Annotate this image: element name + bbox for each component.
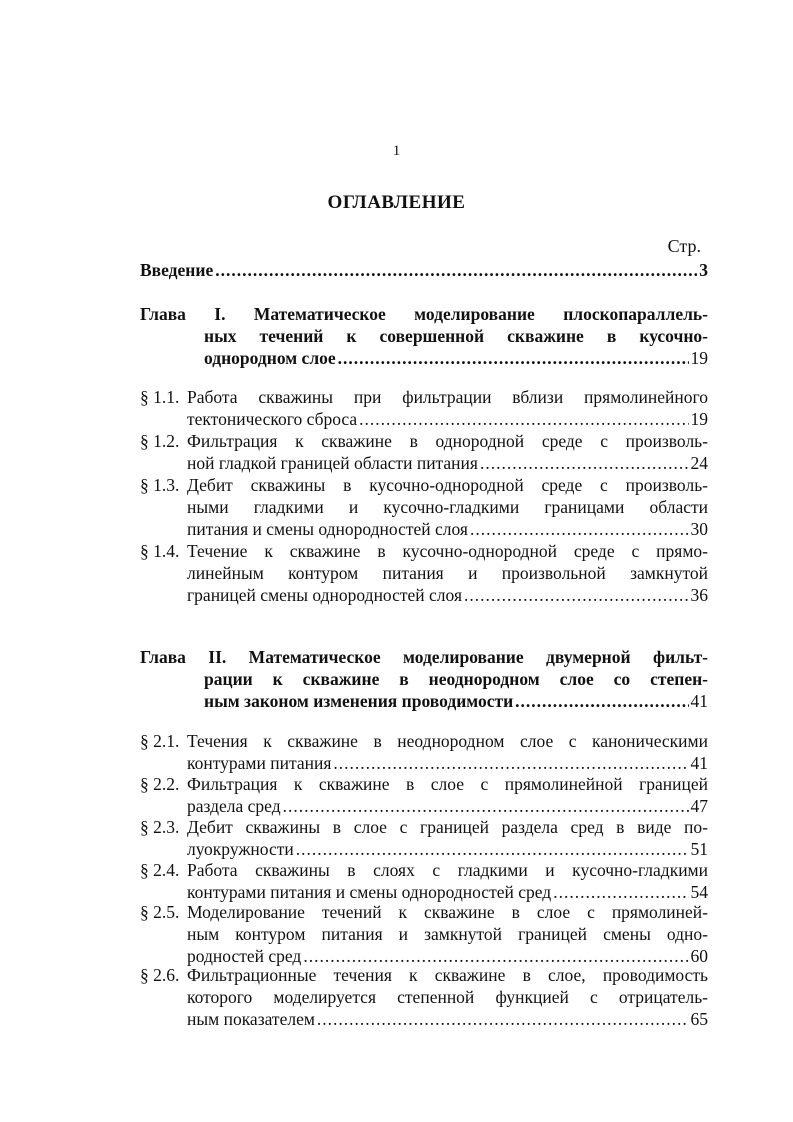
section-page: 65 bbox=[690, 1009, 708, 1029]
section-line: Дебит скважины в слое с границей раздела сред в виде по- bbox=[187, 817, 708, 837]
leader-dots bbox=[296, 838, 689, 860]
leader-dots bbox=[480, 452, 689, 474]
section-number: § 2.6. bbox=[140, 965, 180, 985]
section-line: Фильтрация к скважине в слое с прямолинейной границей bbox=[187, 774, 708, 794]
leader-dots bbox=[470, 518, 689, 540]
page-title: ОГЛАВЛЕНИЕ bbox=[327, 192, 466, 213]
section-line: питания и смены однородностей слоя bbox=[187, 519, 468, 539]
leader-dots bbox=[333, 752, 688, 774]
intro-label: Введение bbox=[140, 260, 214, 280]
toc-section-1-3 bbox=[140, 474, 708, 540]
section-line: которого моделируется степенной функцией с отрицатель- bbox=[187, 987, 708, 1007]
toc-section-1-2 bbox=[140, 430, 708, 474]
leader-dots bbox=[359, 408, 688, 430]
leader-dots bbox=[317, 1008, 689, 1030]
toc-section-2-1 bbox=[140, 730, 708, 774]
toc-section-2-4 bbox=[140, 859, 708, 903]
section-line: тектонического сброса bbox=[187, 409, 358, 429]
section-line: контурами питания и смены однородностей сред bbox=[187, 882, 552, 902]
chapter-line: Глава I. Математическое моделирование плоскопараллель- bbox=[140, 304, 708, 324]
section-number: § 2.2. bbox=[140, 774, 180, 794]
section-number: § 2.3. bbox=[140, 817, 180, 837]
chapter-line: ных течений к совершенной скважине в кусочно- bbox=[204, 326, 708, 346]
leader-dots bbox=[464, 584, 688, 606]
leader-dots bbox=[283, 795, 689, 817]
section-number: § 1.4. bbox=[140, 541, 180, 561]
toc-section-2-5 bbox=[140, 901, 708, 967]
leader-dots bbox=[553, 881, 688, 903]
section-line: Фильтрационные течения к скважине в слое, проводимость bbox=[187, 965, 708, 985]
page-number: 1 bbox=[392, 143, 401, 159]
section-line: Течения к скважине в неоднородном слое с каноническими bbox=[187, 731, 708, 751]
section-number: § 2.1. bbox=[140, 731, 180, 751]
section-line: Дебит скважины в кусочно-однородной среде с произволь- bbox=[187, 475, 708, 495]
toc-chapter-2 bbox=[140, 646, 708, 712]
chapter-line: однородном слое bbox=[204, 348, 336, 368]
toc-section-1-1 bbox=[140, 386, 708, 430]
section-page: 60 bbox=[690, 946, 708, 966]
chapter-page: 19 bbox=[690, 348, 708, 368]
section-line: родностей сред bbox=[187, 946, 302, 966]
chapter-line: ным законом изменения проводимости bbox=[204, 691, 514, 711]
section-line: Работа скважины при фильтрации вблизи прямолинейного bbox=[187, 387, 708, 407]
section-line: раздела сред bbox=[187, 796, 281, 816]
section-line: Фильтрация к скважине в однородной среде с произволь- bbox=[187, 431, 708, 451]
section-page: 41 bbox=[690, 753, 708, 773]
section-line: Течение к скважине в кусочно-однородной среде с прямо- bbox=[187, 541, 708, 561]
toc-section-2-6 bbox=[140, 964, 708, 1030]
section-line: контурами питания bbox=[187, 753, 332, 773]
section-line: Моделирование течений к скважине в слое с прямолиней- bbox=[187, 902, 708, 922]
section-page: 51 bbox=[690, 839, 708, 859]
section-line: ным контуром питания и замкнутой границей смены одно- bbox=[187, 924, 708, 944]
intro-page: 3 bbox=[699, 260, 708, 280]
toc-intro bbox=[140, 259, 708, 281]
leader-dots bbox=[338, 347, 689, 369]
chapter-line: рации к скважине в неоднородном слое со степен- bbox=[204, 669, 708, 689]
section-number: § 1.1. bbox=[140, 387, 180, 407]
section-number: § 2.5. bbox=[140, 902, 180, 922]
section-line: Работа скважины в слоях с гладкими и кусочно-гладкими bbox=[187, 860, 708, 880]
section-page: 30 bbox=[690, 519, 708, 539]
section-line: луокружности bbox=[187, 839, 294, 859]
chapter-page: 41 bbox=[690, 691, 708, 711]
toc-section-2-3 bbox=[140, 816, 708, 860]
page-column-label: Стр. bbox=[667, 236, 701, 256]
section-number: § 1.2. bbox=[140, 431, 180, 451]
section-page: 24 bbox=[690, 453, 708, 473]
section-number: § 2.4. bbox=[140, 860, 180, 880]
toc-chapter-1 bbox=[140, 303, 708, 369]
toc-section-1-4 bbox=[140, 540, 708, 606]
section-line: ным показателем bbox=[187, 1009, 315, 1029]
toc-section-2-2 bbox=[140, 773, 708, 817]
leader-dots bbox=[215, 259, 697, 281]
section-page: 47 bbox=[690, 796, 708, 816]
section-line: ными гладкими и кусочно-гладкими границами области bbox=[187, 497, 708, 517]
section-line: линейным контуром питания и произвольной замкнутой bbox=[187, 563, 708, 583]
section-page: 36 bbox=[690, 585, 708, 605]
section-page: 19 bbox=[690, 409, 708, 429]
section-line: границей смены однородностей слоя bbox=[187, 585, 463, 605]
chapter-line: Глава II. Математическое моделирование двумерной фильт- bbox=[140, 647, 708, 667]
leader-dots bbox=[515, 690, 688, 712]
section-number: § 1.3. bbox=[140, 475, 180, 495]
section-page: 54 bbox=[690, 882, 708, 902]
section-line: ной гладкой границей области питания bbox=[187, 453, 478, 473]
